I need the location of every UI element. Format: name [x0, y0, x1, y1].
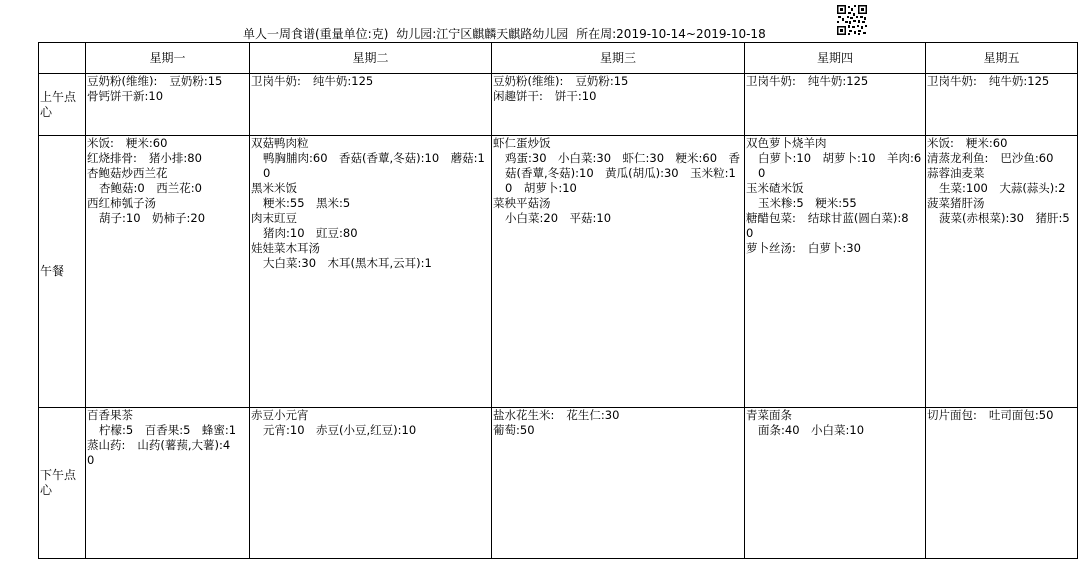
dish — [87, 74, 248, 89]
dish-name: 萝卜丝汤: — [746, 241, 796, 255]
dish-name: 盐水花生米: — [493, 408, 555, 422]
dish — [493, 136, 743, 196]
dish-name: 双色萝卜烧羊肉 — [746, 136, 827, 150]
meal-label: 下午点心 — [39, 408, 86, 559]
dish-name: 娃娃菜木耳汤 — [251, 241, 320, 255]
dish-name: 西红柿瓠子汤 — [87, 196, 156, 210]
dish-ingredients: 鸭胸脯肉:60 香菇(香蕈,冬菇):10 蘑菇:10 — [263, 151, 485, 180]
dish — [251, 408, 490, 438]
dish-name: 闲趣饼干: — [493, 89, 543, 103]
dish — [746, 408, 924, 438]
dish-name: 豆奶粉(维维): — [493, 74, 564, 88]
header-row — [39, 43, 1078, 74]
dish — [493, 408, 743, 423]
dish-name: 蒸山药: — [87, 438, 126, 452]
dish — [927, 74, 1076, 89]
dish — [746, 136, 924, 181]
dish-ingredients: 粳米:55 黑米:5 — [263, 196, 351, 210]
dish-ingredients: 白萝卜:30 — [807, 241, 861, 255]
dish-ingredients: 豆奶粉:15 — [575, 74, 629, 88]
dish-name: 切片面包: — [927, 408, 977, 422]
corner-cell — [39, 43, 86, 74]
dish-ingredients: 饼干:10 — [554, 89, 597, 103]
dish-name: 卫岗牛奶: — [251, 74, 301, 88]
dish-ingredients: 柠檬:5 百香果:5 蜂蜜:1 — [99, 423, 237, 437]
dish — [251, 181, 490, 211]
dish-ingredients: 元宵:10 赤豆(小豆,红豆):10 — [263, 423, 417, 437]
dish — [251, 241, 490, 271]
menu-cell — [926, 74, 1078, 136]
menu-cell — [86, 408, 250, 559]
dish-name: 糖醋包菜: — [746, 211, 796, 225]
dish — [251, 74, 490, 89]
dish-name: 百香果茶 — [87, 408, 133, 422]
day-header: 星期三 — [492, 43, 745, 74]
dish — [746, 211, 924, 241]
dish-ingredients: 葫子:10 奶柿子:20 — [99, 211, 206, 225]
dish — [87, 151, 248, 166]
dish — [493, 74, 743, 89]
menu-cell — [745, 136, 926, 408]
dish-name: 蒜蓉油麦菜 — [927, 166, 985, 180]
dish — [927, 166, 1076, 196]
dish-ingredients: 结球甘蓝(圆白菜):80 — [746, 211, 909, 240]
weekly-menu-table — [38, 42, 1078, 559]
dish-ingredients: 大白菜:30 木耳(黑木耳,云耳):1 — [263, 256, 432, 270]
dish-name: 肉末豇豆 — [251, 211, 297, 225]
dish — [251, 136, 490, 181]
dish-name: 双菇鸭肉粒 — [251, 136, 309, 150]
dish-name: 豆奶粉(维维): — [87, 74, 158, 88]
dish — [87, 438, 248, 468]
dish — [251, 211, 490, 241]
dish-ingredients: 纯牛奶:125 — [988, 74, 1050, 88]
dish — [87, 408, 248, 438]
dish-name: 玉米碴米饭 — [746, 181, 804, 195]
day-header: 星期五 — [926, 43, 1078, 74]
qr-code-icon — [836, 4, 868, 36]
day-header: 星期二 — [250, 43, 492, 74]
menu-cell — [745, 408, 926, 559]
dish-ingredients: 菠菜(赤根菜):30 猪肝:5 — [939, 211, 1070, 225]
dish-ingredients: 猪小排:80 — [148, 151, 202, 165]
dish — [493, 423, 743, 438]
menu-cell — [926, 136, 1078, 408]
dish-ingredients: 鸡蛋:30 小白菜:30 虾仁:30 粳米:60 香菇(香蕈,冬菇):10 黄瓜(胡瓜):30 玉米粒:10 胡萝卜:10 — [505, 151, 741, 195]
meal-label: 午餐 — [39, 136, 86, 408]
dish-ingredients: 杏鲍菇:0 西兰花:0 — [99, 181, 202, 195]
dish — [927, 196, 1076, 226]
dish-name: 骨钙饼干新:10 — [87, 89, 164, 103]
dish-ingredients: 生菜:100 大蒜(蒜头):2 — [939, 181, 1066, 195]
dish — [87, 196, 248, 226]
dish-name: 赤豆小元宵 — [251, 408, 309, 422]
dish-ingredients: 粳米:60 — [125, 136, 168, 150]
dish-ingredients: 山药(薯蓣,大薯):40 — [87, 438, 231, 467]
meal-row — [39, 408, 1078, 559]
dish — [927, 136, 1076, 151]
dish — [87, 166, 248, 196]
menu-cell — [86, 136, 250, 408]
menu-cell — [250, 408, 492, 559]
menu-cell — [492, 136, 745, 408]
dish — [493, 196, 743, 226]
dish-name: 虾仁蛋炒饭 — [493, 136, 551, 150]
menu-cell — [492, 408, 745, 559]
dish-name: 红烧排骨: — [87, 151, 137, 165]
dish-ingredients: 花生仁:30 — [566, 408, 620, 422]
dish-ingredients: 小白菜:20 平菇:10 — [505, 211, 612, 225]
dish-ingredients: 粳米:60 — [965, 136, 1008, 150]
dish-name: 杏鲍菇炒西兰花 — [87, 166, 168, 180]
title-school: 幼儿园:江宁区麒麟天麒路幼儿园 — [396, 27, 569, 41]
dish-ingredients: 纯牛奶:125 — [312, 74, 374, 88]
menu-cell — [492, 74, 745, 136]
dish-name: 菠菜猪肝汤 — [927, 196, 985, 210]
dish-ingredients: 白萝卜:10 胡萝卜:10 羊肉:60 — [758, 151, 922, 180]
day-header: 星期四 — [745, 43, 926, 74]
dish-name: 葡萄:50 — [493, 423, 535, 437]
dish-ingredients: 猪肉:10 豇豆:80 — [263, 226, 358, 240]
day-header: 星期一 — [86, 43, 250, 74]
dish — [87, 136, 248, 151]
dish — [746, 181, 924, 211]
menu-cell — [86, 74, 250, 136]
dish-ingredients: 巴沙鱼:60 — [1000, 151, 1054, 165]
dish-ingredients: 玉米糁:5 粳米:55 — [758, 196, 857, 210]
page-title — [243, 25, 770, 42]
dish-ingredients: 豆奶粉:15 — [169, 74, 223, 88]
menu-cell — [250, 74, 492, 136]
dish — [493, 89, 743, 104]
dish-ingredients: 吐司面包:50 — [988, 408, 1054, 422]
dish-name: 清蒸龙利鱼: — [927, 151, 989, 165]
dish — [746, 74, 924, 89]
meal-row — [39, 136, 1078, 408]
meal-row — [39, 74, 1078, 136]
dish-name: 黑米米饭 — [251, 181, 297, 195]
dish-name: 卫岗牛奶: — [927, 74, 977, 88]
menu-cell — [745, 74, 926, 136]
dish-ingredients: 面条:40 小白菜:10 — [758, 423, 865, 437]
title-main: 单人一周食谱(重量单位:克) — [243, 27, 389, 41]
dish — [927, 151, 1076, 166]
menu-cell — [250, 136, 492, 408]
dish-name: 卫岗牛奶: — [746, 74, 796, 88]
dish-name: 米饭: — [87, 136, 114, 150]
dish-ingredients: 纯牛奶:125 — [807, 74, 869, 88]
dish — [87, 89, 248, 104]
dish-name: 菜秧平菇汤 — [493, 196, 551, 210]
dish-name: 米饭: — [927, 136, 954, 150]
menu-cell — [926, 408, 1078, 559]
meal-label: 上午点心 — [39, 74, 86, 136]
title-week: 所在周:2019-10-14~2019-10-18 — [576, 27, 766, 41]
dish — [927, 408, 1076, 423]
dish-name: 青菜面条 — [746, 408, 792, 422]
dish — [746, 241, 924, 256]
